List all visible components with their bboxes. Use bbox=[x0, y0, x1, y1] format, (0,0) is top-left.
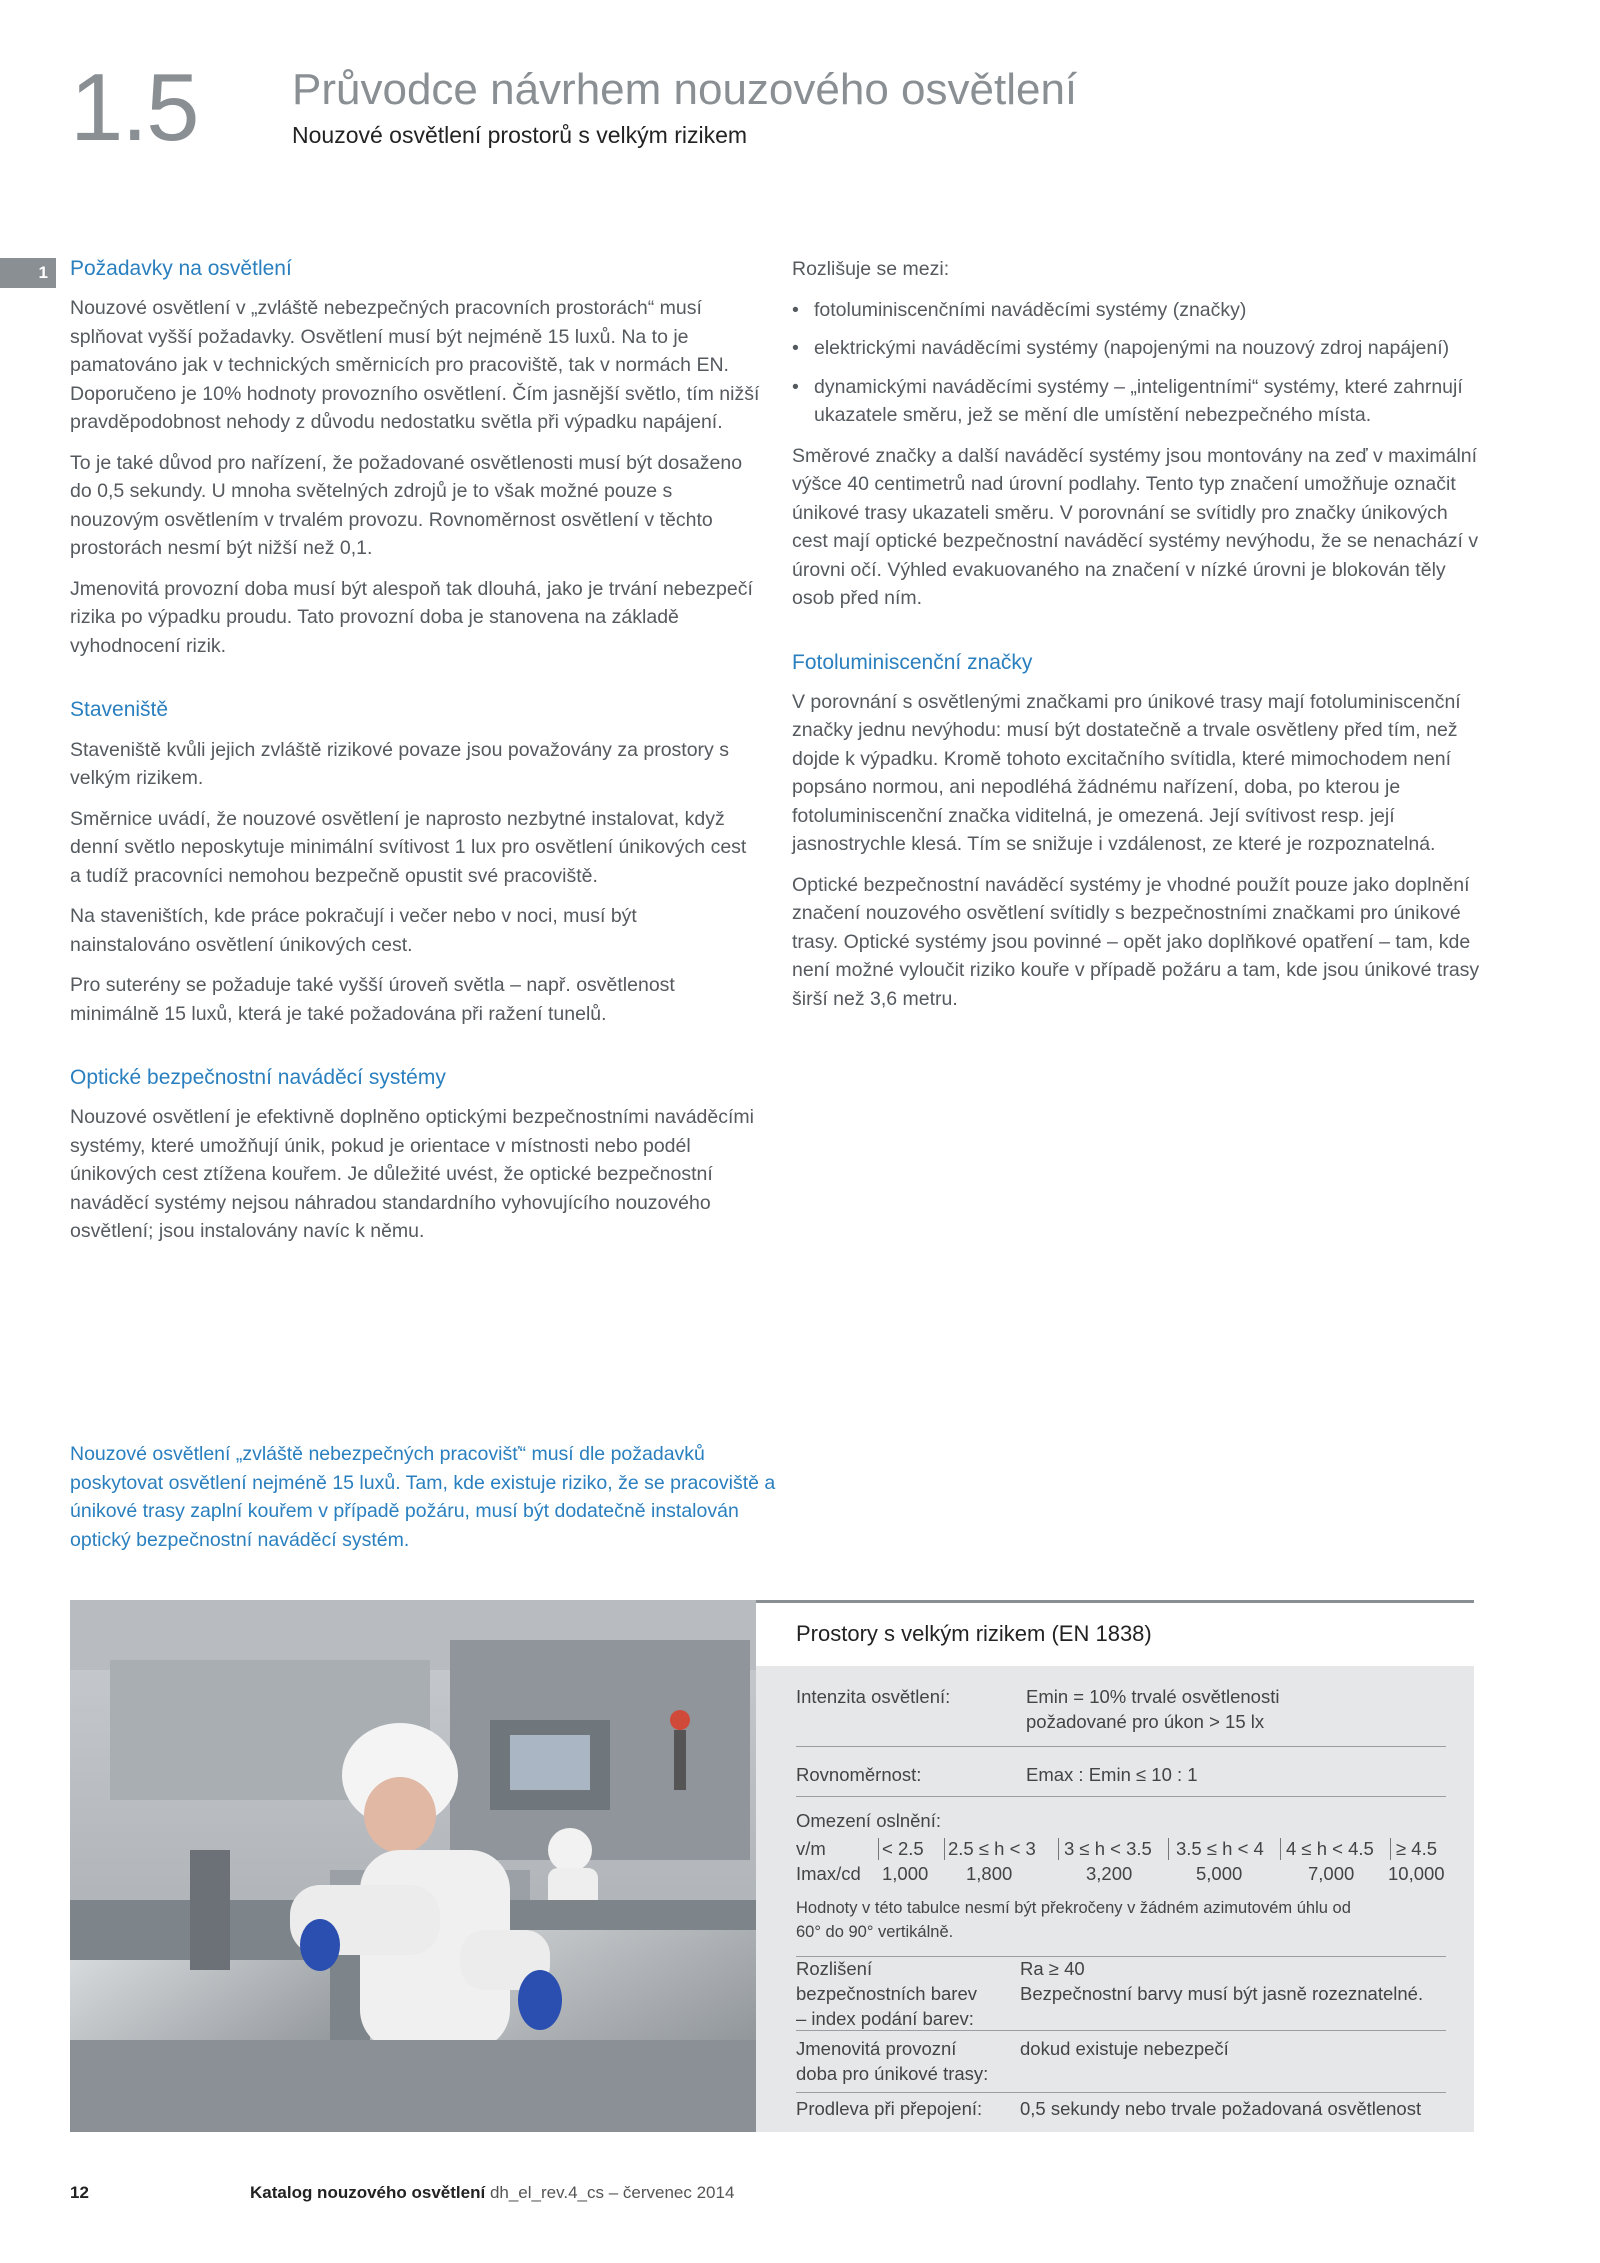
catalog-name: Katalog nouzového osvětlení bbox=[250, 2183, 486, 2202]
page-subtitle: Nouzové osvětlení prostorů s velkým rizikem bbox=[292, 122, 748, 148]
list-item: • fotoluminiscenčními naváděcími systémy (značky) bbox=[792, 296, 1482, 325]
table-row bbox=[796, 1752, 1446, 1797]
doc-meta: dh_el_rev.4_cs – červenec 2014 bbox=[489, 2183, 735, 2202]
row-label: Rovnoměrnost: bbox=[796, 1764, 922, 1785]
row-value: požadované pro úkon > 15 lx bbox=[1026, 1711, 1265, 1732]
page-number: 12 bbox=[70, 2183, 89, 2202]
table-row bbox=[796, 1808, 1446, 1957]
footer-catalog bbox=[250, 2183, 734, 2203]
table-row bbox=[796, 2096, 1446, 2126]
row-label: – index podání barev: bbox=[796, 2008, 974, 2029]
requirements-table bbox=[756, 1600, 1474, 2132]
page-title: Průvodce návrhem nouzového osvětlení bbox=[292, 65, 1078, 114]
section-heading-construction-sites: Staveniště bbox=[70, 698, 169, 722]
grid-height: 3 ≤ h < 3.5 bbox=[1064, 1838, 1152, 1859]
glare-grid bbox=[796, 1836, 1446, 1888]
list-item: • dynamickými naváděcími systémy – „inteligentními“ systémy, které zahrnují ukazatele směru, jež se mění dle umístění nebezpečného místa. bbox=[792, 373, 1482, 430]
row-value: dokud existuje nebezpečí bbox=[1020, 2038, 1229, 2059]
paragraph: V porovnání s osvětlenými značkami pro únikové trasy mají fotoluminiscenční značky jednu nevýhodu: musí být dostatečně a trvale osvětleny před tím, než dojde k výpadku. Kromě tohoto excitačního svítidla, které mimochodem není popsáno normou, ani nepodléhá žádnému nařízení, doba, po kterou je fotoluminiscenční značka viditelná, je omezená. Její svítivost resp. její jasnostrychle klesá. Tím se snižuje i vzdálenost, ze které je rozpoznatelná. bbox=[792, 690, 1461, 856]
row-label: doba pro únikové trasy: bbox=[796, 2063, 989, 2084]
grid-row-label: v/m bbox=[796, 1838, 826, 1859]
grid-row-label: Imax/cd bbox=[796, 1863, 861, 1884]
paragraph: Optické bezpečnostní naváděcí systémy je vhodné použít pouze jako doplnění značení nouzového osvětlení svítidly s bezpečnostními značkami pro únikové trasy. Optické systémy jsou povinné – opět jako doplňkové opatření – tam, kde není možné vyloučit riziko kouře v případě požáru a tam, kde jsou únikové trasy širší než 3,6 metru. bbox=[792, 873, 1480, 1010]
row-value: Bezpečnostní barvy musí být jasně rozeznatelné. bbox=[1020, 1983, 1424, 2004]
grid-height: 4 ≤ h < 4.5 bbox=[1286, 1838, 1374, 1859]
grid-height: 2.5 ≤ h < 3 bbox=[948, 1838, 1036, 1859]
paragraph: Na staveništích, kde práce pokračují i večer nebo v noci, musí být nainstalováno osvětlení únikových cest. bbox=[70, 905, 637, 956]
paragraph: Pro suterény se požaduje také vyšší úroveň světla – např. osvětlenost minimálně 15 luxů, která je také požadována při ražení tunelů. bbox=[70, 974, 675, 1025]
grid-value: 7,000 bbox=[1308, 1863, 1355, 1884]
section-heading-lighting-requirements: Požadavky na osvětlení bbox=[70, 257, 292, 280]
grid-value: 1,000 bbox=[882, 1863, 929, 1884]
table-title: Prostory s velkým rizikem (EN 1838) bbox=[756, 1600, 1474, 1666]
row-value: 0,5 sekundy nebo trvale požadovaná osvětlenost bbox=[1020, 2098, 1422, 2119]
right-column bbox=[792, 255, 1482, 1025]
paragraph: Nouzové osvětlení je efektivně doplněno optickými bezpečnostními naváděcími systémy, které umožňují únik, pokud je orientace v místnosti nebo podél únikových cest ztížena kouřem. Je důležité uvést, že optické bezpečnostní naváděcí systémy nejsou náhradou standardního vyhovujícího nouzového osvětlení; jsou instalovány navíc k němu. bbox=[70, 1106, 754, 1243]
chapter-tab[interactable]: 1 bbox=[0, 258, 56, 288]
paragraph: Směrové značky a další naváděcí systémy jsou montovány na zeď v maximální výšce 40 centimetrů nad úrovní podlahy. Tento typ značení umožňuje označit únikové trasy ukazateli směru. V porovnání se svítidly pro značky únikových cest mají optické bezpečnostní naváděcí systémy nevýhodu, že se nenachází v úrovni očí. Výhled evakuovaného na značení v nízké úrovni je blokován těly osob před ním. bbox=[792, 444, 1479, 609]
list-item: • elektrickými naváděcími systémy (napojenými na nouzový zdroj napájení) bbox=[792, 334, 1482, 363]
row-label: Omezení oslnění: bbox=[796, 1810, 941, 1831]
table-row bbox=[796, 1956, 1446, 2031]
section-heading-optical-guidance: Optické bezpečnostní naváděcí systémy bbox=[70, 1066, 446, 1090]
left-column bbox=[70, 255, 760, 1258]
grid-height: 3.5 ≤ h < 4 bbox=[1176, 1838, 1264, 1859]
row-label: bezpečnostních barev bbox=[796, 1983, 978, 2004]
table-row bbox=[796, 2036, 1446, 2093]
row-value: Emin = 10% trvalé osvětlenosti bbox=[1026, 1686, 1280, 1707]
row-value: Emax : Emin ≤ 10 : 1 bbox=[1026, 1764, 1198, 1785]
grid-height: ≥ 4.5 bbox=[1396, 1838, 1438, 1859]
paragraph: Rozlišuje se mezi: bbox=[792, 258, 950, 280]
row-value: Ra ≥ 40 bbox=[1020, 1958, 1085, 1979]
bullet-list bbox=[792, 296, 1482, 430]
grid-value: 1,800 bbox=[966, 1863, 1013, 1884]
paragraph: Staveniště kvůli jejich zvláště rizikové povaze jsou považovány za prostory s velkým rizikem. bbox=[70, 738, 729, 790]
section-heading-photoluminescent-signs: Fotoluminiscenční značky bbox=[792, 650, 1033, 674]
paragraph: Nouzové osvětlení v „zvláště nebezpečných pracovních prostorách“ musí splňovat vyšší požadavky. Osvětlení musí být nejméně 15 luxů. Na to je pamatováno jak v technických směrnicích pro pracoviště, tak v normách EN. Doporučeno je 10% hodnoty provozního osvětlení. Čím jasnější světlo, tím nižší pravděpodobnost nehody z důvodu nedostatku světla při výpadku napájení. bbox=[70, 297, 760, 434]
grid-value: 5,000 bbox=[1196, 1863, 1243, 1884]
callout-text: Nouzové osvětlení „zvláště nebezpečných pracovišť“ musí dle požadavků poskytovat osvětlení nejméně 15 luxů. Tam, kde existuje riziko, že se pracoviště a únikové trasy zaplní kouřem v případě požáru, musí být dodatečně instalován optický bezpečnostní naváděcí systém. bbox=[70, 1443, 776, 1551]
row-label: Intenzita osvětlení: bbox=[796, 1686, 951, 1707]
grid-value: 3,200 bbox=[1086, 1863, 1133, 1884]
grid-height: < 2.5 bbox=[882, 1838, 924, 1859]
row-label: Prodleva při přepojení: bbox=[796, 2098, 983, 2119]
row-label: Rozlišení bbox=[796, 1958, 873, 1979]
table-row bbox=[796, 1684, 1446, 1747]
paragraph: Jmenovitá provozní doba musí být alespoň tak dlouhá, jako je trvání nebezpečí rizika po výpadku proudu. Tato provozní doba je stanovena na základě vyhodnocení rizik. bbox=[70, 577, 753, 657]
paragraph: Směrnice uvádí, že nouzové osvětlení je naprosto nezbytné instalovat, když denní světlo neposkytuje minimální svítivost 1 lux pro osvětlení únikových cest a tudíž pracovníci nemohou bezpečně opustit své pracoviště. bbox=[70, 807, 747, 887]
paragraph: To je také důvod pro nařízení, že požadované osvětlenosti musí být dosaženo do 0,5 sekundy. U mnoha světelných zdrojů je to však možné pouze s nouzovým osvětlením v trvalém provozu. Rovnoměrnost osvětlení v těchto prostorách nesmí být nižší než 0,1. bbox=[70, 451, 743, 560]
glare-note: Hodnoty v této tabulce nesmí být překročeny v žádném azimutovém úhlu od 60° do 90° vertikálně. bbox=[796, 1899, 1351, 1941]
grid-value: 10,000 bbox=[1388, 1863, 1445, 1884]
chapter-number: 1.5 bbox=[70, 54, 198, 161]
factory-worker-photo bbox=[70, 1600, 756, 2132]
row-label: Jmenovitá provozní bbox=[796, 2038, 957, 2059]
